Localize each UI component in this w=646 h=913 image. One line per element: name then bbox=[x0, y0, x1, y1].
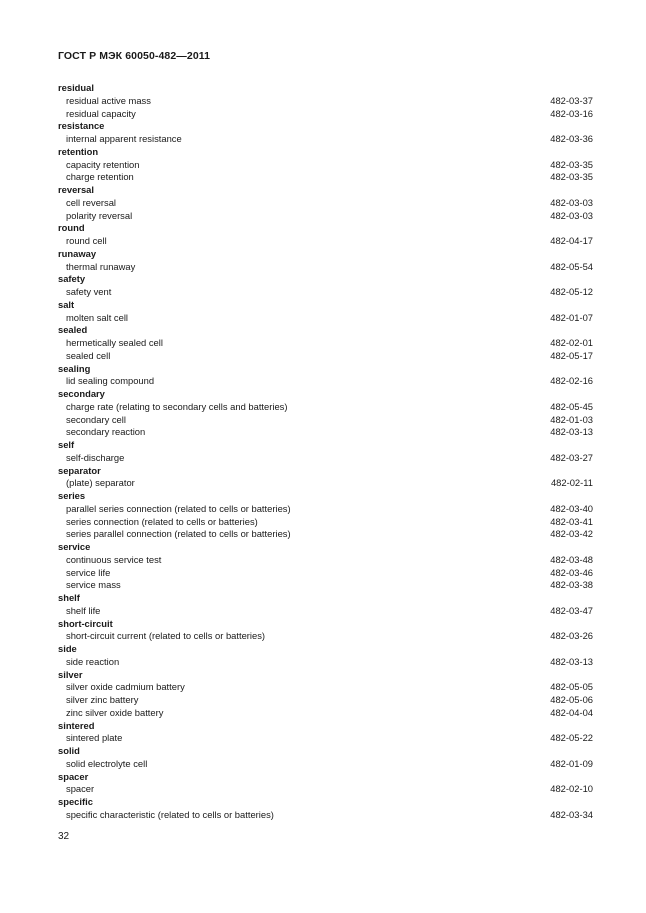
index-group-heading bbox=[58, 363, 593, 376]
index-entry bbox=[58, 528, 593, 541]
entry-term: residual active mass bbox=[66, 94, 151, 106]
entry-code: 482-03-27 bbox=[550, 451, 593, 463]
index-group-heading bbox=[58, 146, 593, 159]
entry-term: silver zinc battery bbox=[66, 694, 139, 705]
entry-code: 482-05-17 bbox=[550, 349, 593, 361]
group-heading-text: self bbox=[58, 439, 75, 450]
entry-code: 482-02-01 bbox=[550, 337, 593, 348]
entry-code: 482-03-42 bbox=[550, 528, 593, 540]
entry-term: cell reversal bbox=[66, 196, 117, 208]
index-group-heading bbox=[58, 222, 593, 235]
entry-code: 482-03-03 bbox=[550, 209, 593, 221]
entry-term: secondary cell bbox=[66, 413, 126, 425]
entry-term: hermetically sealed cell bbox=[66, 337, 163, 348]
index-entry bbox=[58, 133, 593, 146]
entry-code: 482-03-48 bbox=[550, 553, 593, 565]
index-entry bbox=[58, 414, 593, 427]
index-group-heading bbox=[58, 388, 593, 401]
entry-code: 482-03-37 bbox=[550, 94, 593, 106]
entry-term: lid sealing compound bbox=[66, 375, 155, 387]
group-heading-text: sealing bbox=[58, 362, 91, 374]
entry-term: specific characteristic (related to cells or batteries) bbox=[66, 808, 274, 820]
group-heading-text: shelf bbox=[58, 592, 80, 603]
entry-term: series parallel connection (related to cells or batteries) bbox=[66, 528, 291, 540]
index-entry bbox=[58, 210, 593, 223]
index-group-heading bbox=[58, 720, 593, 733]
entry-code: 482-03-35 bbox=[550, 158, 593, 170]
entry-term: silver oxide cadmium battery bbox=[66, 681, 185, 693]
group-heading-text: safety bbox=[58, 273, 86, 285]
group-heading-text: secondary bbox=[58, 388, 105, 399]
index-entry bbox=[58, 286, 593, 299]
index-group-heading bbox=[58, 490, 593, 503]
index-entry bbox=[58, 477, 593, 490]
index-entry bbox=[58, 567, 593, 580]
group-heading-text: resistance bbox=[58, 120, 105, 132]
group-heading-text: short-circuit bbox=[58, 617, 113, 629]
index-group-heading bbox=[58, 465, 593, 478]
entry-code: 482-03-36 bbox=[550, 133, 593, 144]
entry-code: 482-05-05 bbox=[550, 681, 593, 693]
entry-code: 482-03-47 bbox=[550, 604, 593, 616]
index-entry bbox=[58, 452, 593, 465]
entry-code: 482-03-38 bbox=[550, 579, 593, 591]
index-entry bbox=[58, 732, 593, 745]
index-entry bbox=[58, 809, 593, 822]
group-heading-text: specific bbox=[58, 796, 93, 807]
entry-term: residual capacity bbox=[66, 107, 136, 119]
page-number: 32 bbox=[58, 831, 70, 842]
index-group-heading bbox=[58, 439, 593, 452]
index-entry bbox=[58, 337, 593, 350]
index-entry bbox=[58, 95, 593, 108]
index-group-heading bbox=[58, 273, 593, 286]
entry-term: thermal runaway bbox=[66, 260, 136, 272]
index-group-heading bbox=[58, 643, 593, 656]
entry-code: 482-03-35 bbox=[550, 171, 593, 183]
entry-code: 482-03-41 bbox=[550, 515, 593, 527]
group-heading-text: solid bbox=[58, 745, 80, 756]
entry-code: 482-01-03 bbox=[550, 413, 593, 425]
group-heading-text: separator bbox=[58, 464, 101, 476]
entry-code: 482-02-10 bbox=[550, 783, 593, 795]
entry-code: 482-05-45 bbox=[550, 400, 593, 412]
entry-term: parallel series connection (related to cells or batteries) bbox=[66, 502, 291, 514]
entry-term: spacer bbox=[66, 783, 95, 795]
index-group-heading bbox=[58, 541, 593, 554]
entry-term: internal apparent resistance bbox=[66, 133, 182, 144]
entry-term: solid electrolyte cell bbox=[66, 757, 148, 769]
entry-term: sealed cell bbox=[66, 349, 111, 361]
index-group-heading bbox=[58, 796, 593, 809]
entry-code: 482-05-06 bbox=[550, 694, 593, 705]
document-header: ГОСТ Р МЭК 60050-482—2011 bbox=[58, 50, 211, 62]
entry-term: side reaction bbox=[66, 655, 120, 667]
index-entry bbox=[58, 375, 593, 388]
entry-term: charge rate (relating to secondary cells and batteries) bbox=[66, 400, 288, 412]
entry-code: 482-01-07 bbox=[550, 311, 593, 323]
entry-code: 482-01-09 bbox=[550, 757, 593, 769]
index-entry bbox=[58, 707, 593, 720]
group-heading-text: retention bbox=[58, 145, 99, 157]
index-entry bbox=[58, 401, 593, 414]
entry-code: 482-02-16 bbox=[550, 375, 593, 387]
entry-term: secondary reaction bbox=[66, 426, 146, 438]
entry-term: short-circuit current (related to cells or batteries) bbox=[66, 630, 266, 642]
group-heading-text: service bbox=[58, 541, 91, 552]
entry-code: 482-02-11 bbox=[550, 477, 593, 489]
index-entry bbox=[58, 516, 593, 529]
index-entry bbox=[58, 261, 593, 274]
index-group-heading bbox=[58, 120, 593, 133]
index-entry bbox=[58, 235, 593, 248]
entry-code: 482-03-34 bbox=[550, 808, 593, 820]
index-group-heading bbox=[58, 82, 593, 95]
group-heading-text: sealed bbox=[58, 324, 88, 336]
entry-term: charge retention bbox=[66, 171, 134, 183]
entry-code: 482-03-13 bbox=[550, 655, 593, 667]
entry-code: 482-03-16 bbox=[550, 107, 593, 119]
index-group-heading bbox=[58, 771, 593, 784]
entry-term: zinc silver oxide battery bbox=[66, 706, 164, 718]
entry-term: shelf life bbox=[66, 604, 101, 616]
entry-term: sintered plate bbox=[66, 732, 123, 744]
entry-code: 482-03-13 bbox=[550, 426, 593, 438]
entry-code: 482-05-54 bbox=[550, 260, 593, 272]
index-entry bbox=[58, 579, 593, 592]
index-entry bbox=[58, 312, 593, 325]
group-heading-text: series bbox=[58, 490, 86, 501]
group-heading-text: salt bbox=[58, 298, 75, 310]
entry-term: safety vent bbox=[66, 286, 112, 297]
entry-term: service life bbox=[66, 566, 111, 578]
index-entry bbox=[58, 197, 593, 210]
index-entry bbox=[58, 554, 593, 567]
index-group-heading bbox=[58, 299, 593, 312]
index-entry bbox=[58, 159, 593, 172]
index-entry bbox=[58, 681, 593, 694]
index-entry bbox=[58, 605, 593, 618]
group-heading-text: silver bbox=[58, 668, 83, 680]
group-heading-text: reversal bbox=[58, 184, 94, 195]
index-group-heading bbox=[58, 248, 593, 261]
entry-term: service mass bbox=[66, 579, 121, 591]
group-heading-text: runaway bbox=[58, 247, 97, 259]
index-group-heading bbox=[58, 618, 593, 631]
index-group-heading bbox=[58, 324, 593, 337]
entry-code: 482-03-46 bbox=[550, 566, 593, 578]
index-entry bbox=[58, 694, 593, 707]
entry-term: continuous service test bbox=[66, 553, 162, 565]
index-entry bbox=[58, 783, 593, 796]
entry-code: 482-03-03 bbox=[550, 196, 593, 208]
entry-term: series connection (related to cells or batteries) bbox=[66, 515, 258, 527]
entry-term: polarity reversal bbox=[66, 209, 133, 221]
group-heading-text: round bbox=[58, 222, 85, 234]
index-entry bbox=[58, 758, 593, 771]
entry-term: (plate) separator bbox=[66, 477, 135, 489]
index-entry bbox=[58, 426, 593, 439]
entry-term: self-discharge bbox=[66, 451, 125, 463]
entry-code: 482-03-40 bbox=[550, 502, 593, 514]
entry-code: 482-03-26 bbox=[550, 630, 593, 642]
index-entry bbox=[58, 656, 593, 669]
entry-term: round cell bbox=[66, 235, 107, 246]
term-index bbox=[58, 82, 593, 822]
entry-code: 482-04-17 bbox=[550, 235, 593, 246]
index-group-heading bbox=[58, 745, 593, 758]
group-heading-text: spacer bbox=[58, 770, 89, 782]
entry-code: 482-05-12 bbox=[550, 286, 593, 297]
index-entry bbox=[58, 108, 593, 121]
index-entry bbox=[58, 630, 593, 643]
entry-code: 482-05-22 bbox=[550, 732, 593, 744]
index-entry bbox=[58, 171, 593, 184]
index-entry bbox=[58, 350, 593, 363]
group-heading-text: residual bbox=[58, 82, 94, 93]
entry-term: molten salt cell bbox=[66, 311, 129, 323]
index-group-heading bbox=[58, 669, 593, 682]
entry-term: capacity retention bbox=[66, 158, 140, 170]
index-entry bbox=[58, 503, 593, 516]
index-group-heading bbox=[58, 592, 593, 605]
group-heading-text: sintered bbox=[58, 719, 95, 731]
entry-code: 482-04-04 bbox=[550, 706, 593, 718]
group-heading-text: side bbox=[58, 643, 77, 654]
index-group-heading bbox=[58, 184, 593, 197]
